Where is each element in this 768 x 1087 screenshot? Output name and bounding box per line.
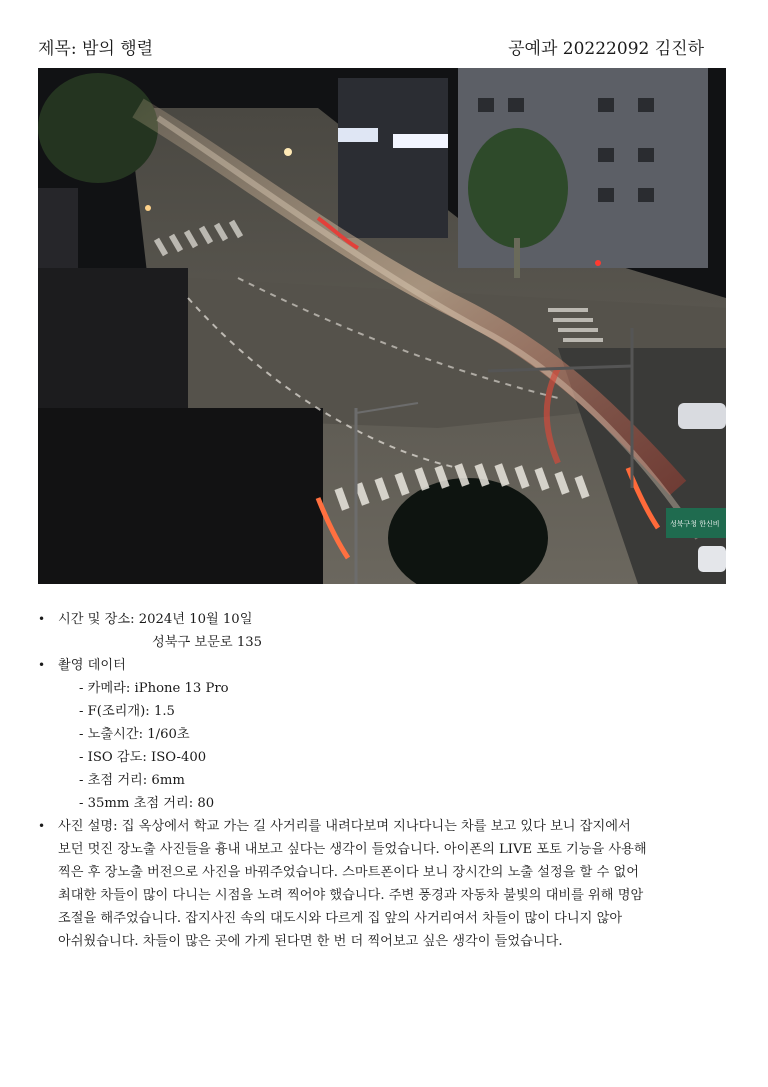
shooting-data-item [38,654,728,677]
spec-item: - 카메라: iPhone 13 Pro [79,681,229,696]
night-street-photo [38,68,726,584]
address-line [38,631,728,654]
parked-car [678,403,726,429]
spec-item: - ISO 감도: ISO-400 [79,750,207,765]
description-line: 찍은 후 장노출 버전으로 사진을 바꿔주었습니다. 스마트폰이다 보니 장시간의 노출 설정을 할 수 없어 [58,865,639,880]
photo-info [38,608,728,953]
bullet-icon: • [38,658,46,672]
description-line: 조절을 해주었습니다. 잡지사진 속의 대도시와 다르게 집 앞의 사거리여서 차들이 많이 다니지 않아 [58,911,623,926]
address-text: 성북구 보문로 135 [152,635,262,650]
photo-illustration [38,68,726,584]
shooting-data-label: 촬영 데이터 [58,658,126,673]
spec-item: - 35mm 초점 거리: 80 [79,796,215,811]
description-line: 아쉬웠습니다. 차들이 많은 곳에 가게 된다면 한 번 더 찍어보고 싶은 생각이 들었습니다. [58,934,563,949]
page-header [38,34,728,60]
tree [468,128,568,248]
building [338,78,448,238]
time-place-label: 시간 및 장소: 2024년 10월 10일 [58,612,253,627]
time-place-item [38,608,728,631]
description-item [38,815,728,953]
spec-item: - 초점 거리: 6mm [79,773,185,788]
bullet-icon: • [38,612,46,626]
spec-item: - 노출시간: 1/60초 [79,727,190,742]
bullet-icon: • [38,819,46,833]
spec-item: - F(조리개): 1.5 [79,704,175,719]
page-title: 제목: 밤의 행렬 [38,39,154,59]
author-info: 공예과 20222092 김진하 [508,39,704,59]
description-line: 사진 설명: 집 옥상에서 학교 가는 길 사거리를 내려다보며 지나다니는 차를 보고 있다 보니 잡지에서 [58,819,631,834]
description-line: 최대한 차들이 많이 다니는 시점을 노려 찍어야 했습니다. 주변 풍경과 자동차 불빛의 대비를 위해 명암 [58,888,644,903]
description-line: 보던 멋진 장노출 사진들을 흉내 내보고 싶다는 생각이 들었습니다. 아이폰의 LIVE 포토 기능을 사용해 [58,842,647,857]
road-sign-text: 성북구청 한신비 [670,520,720,528]
